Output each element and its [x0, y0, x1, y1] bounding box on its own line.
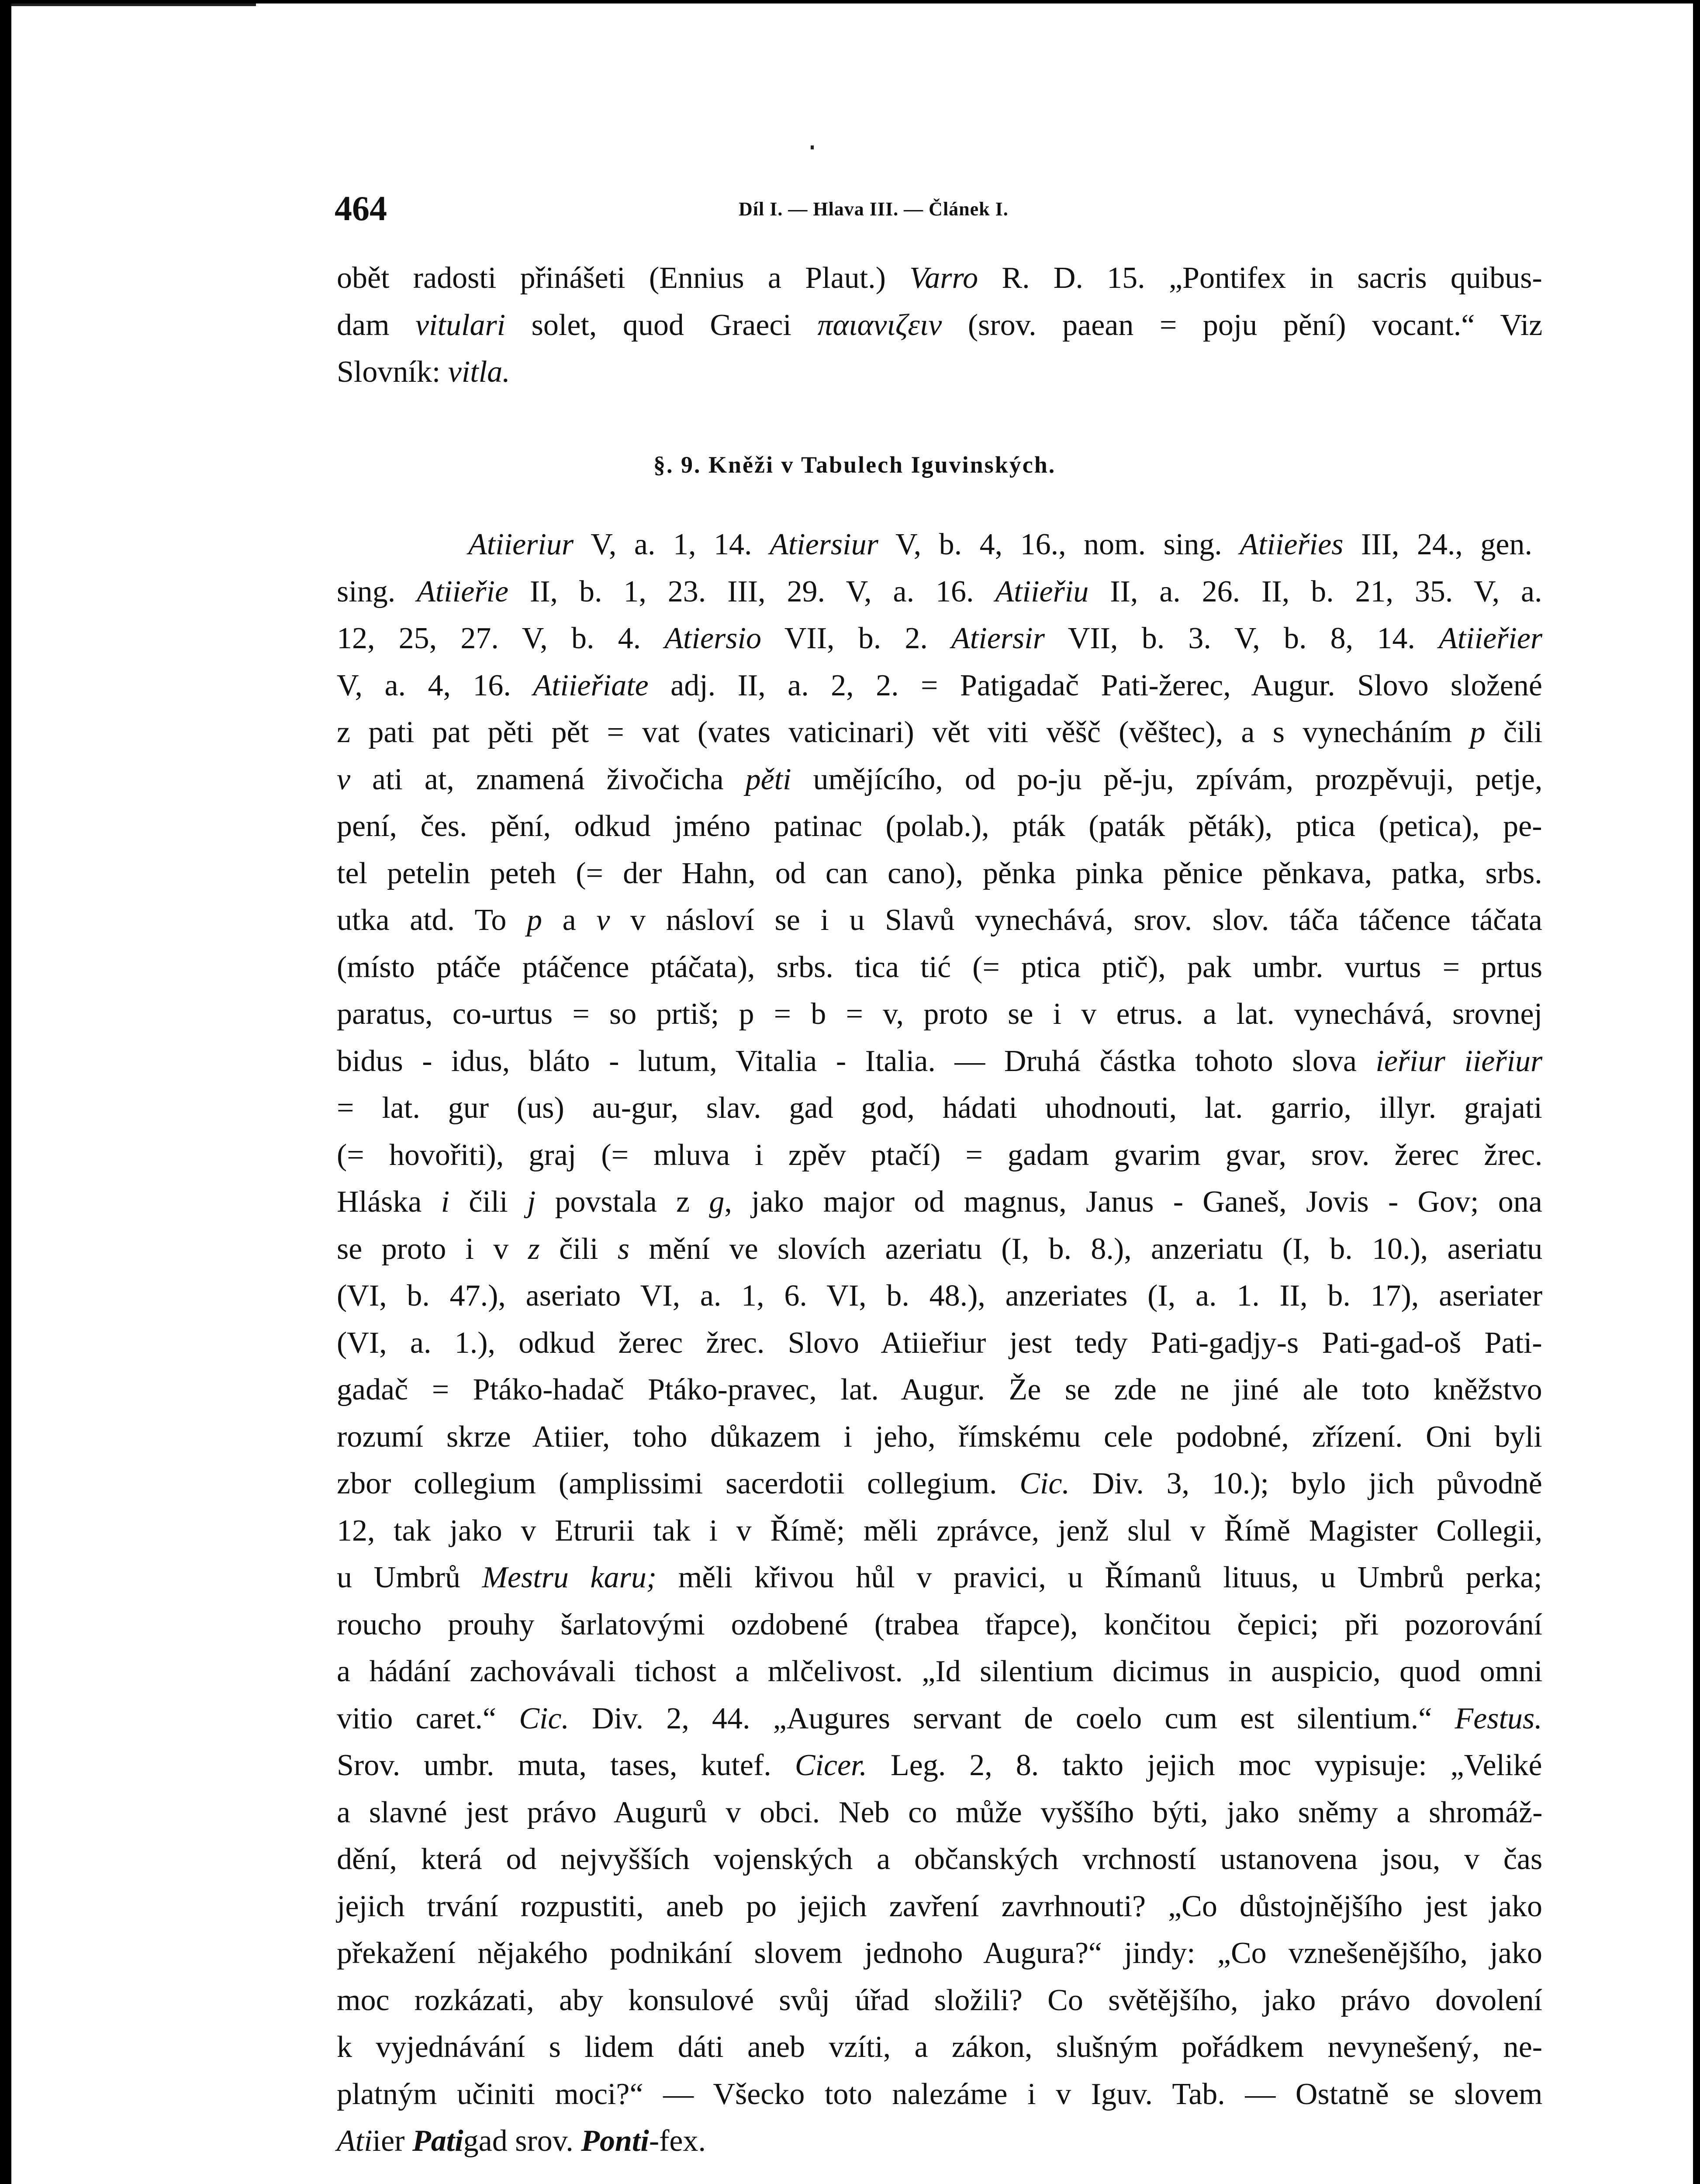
text-run: z pati pat pěti pět = vat (vates vaticinari) vět viti věšč (věštec), a s vynecháním	[337, 715, 1470, 749]
text-run: u Umbrů	[337, 1561, 482, 1594]
text-run: Cicer.	[795, 1749, 867, 1782]
text-line	[337, 1226, 1542, 1273]
text-run: ieřiur iieřiur	[1375, 1044, 1543, 1078]
text-run: gad srov.	[463, 2124, 581, 2158]
text-run: (místo ptáče ptáčence ptáčata), srbs. tica tić (= ptica ptič), pak umbr. vurtus = prtus	[337, 950, 1543, 984]
text-run: v násloví se i u Slavů vynechává, srov. slov. táča táčence táčata	[610, 903, 1542, 937]
text-run: παιανιζειν	[817, 308, 942, 342]
text-line	[337, 2024, 1542, 2071]
text-run: Cic.	[519, 1701, 569, 1735]
text-run: Atiieřier	[1439, 622, 1543, 655]
text-line	[337, 991, 1542, 1038]
text-run: ier	[372, 2124, 412, 2158]
text-line	[337, 662, 1542, 709]
text-run: v	[596, 903, 610, 937]
text-run: s	[617, 1232, 630, 1266]
text-run: , jako major od magnus, Janus - Ganeš, Jovis - Gov; ona	[724, 1185, 1542, 1219]
text-run: Atiersio	[664, 622, 761, 655]
text-run: se proto i v	[337, 1232, 528, 1266]
text-run: Div. 2, 44. „Augures servant de coelo cum est silentium.“	[569, 1701, 1455, 1735]
text-run: platným učiniti moci?“ — Všecko toto nalezáme i v Iguv. Tab. — Ostatně se slovem	[337, 2077, 1543, 2111]
text-run: utka atd. To	[337, 903, 527, 937]
text-line	[337, 255, 1542, 302]
text-run: a	[542, 903, 597, 937]
text-run: čili	[449, 1185, 527, 1219]
text-run: zbor collegium (amplissimi sacerdotii collegium.	[337, 1467, 1020, 1500]
text-run: dam	[337, 308, 416, 342]
text-run: vitulari	[415, 308, 506, 342]
text-line	[337, 756, 1542, 803]
text-run: čili	[1485, 715, 1543, 749]
text-line	[337, 2071, 1542, 2118]
text-run: 12, tak jako v Etrurii tak i v Římě; měli zprávce, jenž slul v Římě Magister Collegii,	[337, 1514, 1543, 1548]
text-run: R. D. 15. „Pontifex in sacris quibus-	[978, 261, 1542, 295]
text-run: p	[1470, 715, 1486, 749]
text-line	[337, 897, 1542, 944]
ink-speck	[811, 145, 814, 149]
text-line	[337, 1930, 1542, 1977]
text-run: (VI, b. 47.), aseriato VI, a. 1, 6. VI, b. 48.), anzeriates (I, a. 1. II, b. 17), aseriater	[337, 1279, 1543, 1313]
text-run: Atiersiur	[769, 528, 878, 561]
text-run: 12, 25, 27. V, b. 4.	[337, 622, 665, 655]
text-line	[337, 1085, 1542, 1132]
running-head: Díl I. — Hlava III. — Článek I.	[739, 198, 1009, 220]
text-run: Festus.	[1455, 1701, 1542, 1735]
section-heading: §. 9. Kněži v Tabulech Iguvinských.	[653, 452, 1056, 478]
text-line	[337, 944, 1542, 991]
text-run: II, b. 1, 23. III, 29. V, a. 16.	[508, 574, 995, 608]
text-run: paratus, co-urtus = so prtiš; p = b = v, proto se i v etrus. a lat. vynechává, srovnej	[337, 997, 1543, 1031]
text-line	[337, 1460, 1542, 1507]
text-line	[337, 1648, 1542, 1695]
text-run: Srov. umbr. muta, tases, kutef.	[337, 1749, 795, 1782]
text-line	[337, 1320, 1542, 1367]
text-line	[337, 1789, 1542, 1836]
text-run: V, a. 1, 14.	[574, 528, 770, 561]
text-run: Atiieřiate	[533, 668, 649, 702]
text-run: mění ve slovích azeriatu (I, b. 8.), anzeriatu (I, b. 10.), aseriatu	[629, 1232, 1543, 1266]
text-run: pení, čes. pění, odkud jméno patinac (polab.), pták (paták pěták), ptica (petica), pe-	[337, 809, 1542, 843]
text-run: umějícího, od po-ju pě-ju, zpívám, prozpěvuji, petje,	[791, 762, 1543, 796]
text-line	[337, 1601, 1542, 1648]
text-run: v	[337, 762, 351, 796]
text-run	[337, 528, 468, 561]
text-run: povstala z	[536, 1185, 709, 1219]
text-run: obět radosti přinášeti (Ennius a Plaut.)	[337, 261, 910, 295]
scan-edge-mark	[11, 3, 256, 6]
text-run: V, a. 4, 16.	[337, 668, 533, 702]
text-run: a slavné jest právo Augurů v obci. Neb co může vyššího býti, jako sněmy a shromáž-	[337, 1795, 1543, 1829]
page-number: 464	[335, 190, 387, 228]
text-run: ati at, znamená živočicha	[350, 762, 746, 796]
text-line	[337, 302, 1542, 349]
section-body	[337, 521, 1542, 2165]
text-line	[337, 1554, 1542, 1601]
text-run: adj. II, a. 2, 2. = Patigadač Pati-žerec, Augur. Slovo složené	[648, 668, 1542, 702]
text-run: i	[441, 1185, 450, 1219]
text-run: Slovník:	[337, 355, 448, 389]
scanned-page	[11, 3, 1693, 2184]
text-line	[337, 1507, 1542, 1555]
text-line	[337, 1366, 1542, 1413]
text-run: j	[527, 1185, 536, 1219]
text-run: tel petelin peteh (= der Hahn, od can cano), pěnka pinka pěnice pěnkava, patka, srbs.	[337, 856, 1542, 890]
text-run: Atiersir	[951, 622, 1045, 655]
text-run: Ati	[337, 2124, 373, 2158]
text-run: k vyjednávání s lidem dáti aneb vzíti, a zákon, slušným pořádkem nevynešený, ne-	[337, 2030, 1543, 2064]
text-run: g	[709, 1185, 725, 1219]
text-run: Ponti	[581, 2124, 649, 2158]
text-line	[337, 1836, 1542, 1883]
text-run: solet, quod Graeci	[505, 308, 818, 342]
text-run: Varro	[909, 261, 978, 295]
text-run: pěti	[745, 762, 791, 796]
page-header	[335, 189, 1208, 246]
text-run: V, b. 4, 16., nom. sing.	[878, 528, 1240, 561]
text-run: měli křivou hůl v pravici, u Římanů lituus, u Umbrů perka;	[657, 1561, 1542, 1594]
text-run: sing.	[337, 574, 417, 608]
text-run: Mestru karu;	[482, 1561, 657, 1594]
text-run: z	[528, 1232, 540, 1266]
text-run: čili	[539, 1232, 618, 1266]
text-line	[337, 1132, 1542, 1179]
text-line	[337, 1178, 1542, 1226]
text-line	[337, 709, 1542, 756]
intro-paragraph	[337, 255, 1542, 396]
text-line	[337, 1695, 1542, 1742]
text-run: -fex.	[649, 2124, 706, 2158]
text-run: vitio caret.“	[337, 1701, 519, 1735]
text-run: Pati	[412, 2124, 463, 2158]
text-run: Div. 3, 10.); bylo jich původně	[1069, 1467, 1542, 1500]
text-line	[337, 1742, 1542, 1789]
text-line	[337, 1977, 1542, 2024]
text-run: a hádání zachovávali tichost a mlčelivost. „Id silentium dicimus in auspicio, quod omni	[337, 1655, 1543, 1688]
text-run: Hláska	[337, 1185, 441, 1219]
text-line	[337, 349, 1542, 396]
text-run: dění, která od nejvyšších vojenských a občanských vrchností ustanovena jsou, v čas	[337, 1842, 1543, 1876]
text-run: VII, b. 2.	[761, 622, 952, 655]
text-run: (VI, a. 1.), odkud žerec žrec. Slovo Atiieřiur jest tedy Pati-gadjy-s Pati-gad-oš Pati-	[337, 1326, 1542, 1360]
text-line	[337, 1883, 1542, 1930]
text-line	[337, 803, 1542, 850]
text-run: gadač = Ptáko-hadač Ptáko-pravec, lat. Augur. Že se zde ne jiné ale toto kněžstvo	[337, 1373, 1542, 1406]
text-run: Cic.	[1019, 1467, 1070, 1500]
text-run: Atiieřie	[417, 574, 509, 608]
text-run: Atiieriur	[468, 528, 574, 561]
text-run: II, a. 26. II, b. 21, 35. V, a.	[1088, 574, 1542, 608]
text-run: = lat. gur (us) au-gur, slav. gad god, hádati uhodnouti, lat. garrio, illyr. grajati	[337, 1091, 1542, 1125]
text-run: (srov. paean = poju pění) vocant.“ Viz	[942, 308, 1543, 342]
text-line	[337, 568, 1542, 615]
text-run: jejich trvání rozpustiti, aneb po jejich zavření zavrhnouti? „Co důstojnějšího jest jako	[337, 1889, 1543, 1923]
text-line	[337, 521, 1542, 568]
text-run: (= hovořiti), graj (= mluva i zpěv ptačí) = gadam gvarim gvar, srov. žerec žrec.	[337, 1138, 1543, 1172]
text-run: Atiieřiu	[995, 574, 1089, 608]
text-run: VII, b. 3. V, b. 8, 14.	[1044, 622, 1439, 655]
text-line	[337, 1038, 1542, 1085]
text-run: III, 24., gen.	[1343, 528, 1532, 561]
text-line	[337, 850, 1542, 897]
text-run: bidus - idus, bláto - lutum, Vitalia - Italia. — Druhá částka tohoto slova	[337, 1044, 1376, 1078]
text-run: rozumí skrze Atiier, toho důkazem i jeho, římskému cele podobné, zřízení. Oni byli	[337, 1420, 1542, 1454]
text-line	[337, 1272, 1542, 1320]
text-run: Leg. 2, 8. takto jejich moc vypisuje: „Veliké	[867, 1749, 1542, 1782]
text-line	[337, 2118, 1542, 2165]
text-line	[337, 1413, 1542, 1461]
text-run: roucho prouhy šarlatovými ozdobené (trabea třapce), končitou čepici; při pozorování	[337, 1607, 1543, 1641]
text-run: Atiieřies	[1240, 528, 1344, 561]
text-run: moc rozkázati, aby konsulové svůj úřad složili? Co světějšího, jako právo dovolení	[337, 1983, 1543, 2017]
text-run: vitla.	[448, 355, 510, 389]
text-run: překažení nějakého podnikání slovem jednoho Augura?“ jindy: „Co vznešenějšího, jako	[337, 1936, 1542, 1970]
text-line	[337, 615, 1542, 662]
text-run: p	[527, 903, 542, 937]
